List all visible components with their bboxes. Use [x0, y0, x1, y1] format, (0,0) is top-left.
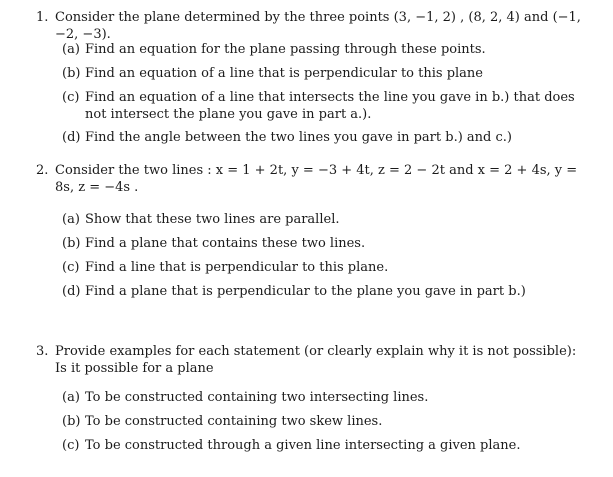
part-label: (b) — [62, 414, 81, 429]
problem-3-part-c — [62, 437, 582, 454]
part-label: (b) — [62, 66, 81, 81]
problem-1-heading — [36, 9, 586, 43]
part-text: To be constructed containing two skew lines. — [85, 414, 383, 429]
problem-1-part-d — [62, 129, 582, 146]
problem-3 — [36, 343, 586, 377]
problem-2-part-b — [62, 235, 582, 252]
part-label: (c) — [62, 90, 80, 105]
part-text: To be constructed through a given line intersecting a given plane. — [85, 438, 521, 453]
problem-1-number: 1. — [36, 10, 49, 25]
problem-2-number: 2. — [36, 163, 49, 178]
problem-1-stem: Consider the plane determined by the three points (3, −1, 2) , (8, 2, 4) and (−1, −2, −3). — [55, 10, 581, 42]
part-text: Show that these two lines are parallel. — [85, 212, 340, 227]
part-label: (b) — [62, 236, 81, 251]
part-text: Find an equation for the plane passing through these points. — [85, 42, 486, 57]
problem-1 — [36, 9, 586, 43]
problem-3-part-b — [62, 413, 582, 430]
part-text: Find a line that is perpendicular to this plane. — [85, 260, 389, 275]
problem-1-part-b — [62, 65, 582, 82]
part-text: Find an equation of a line that is perpendicular to this plane — [85, 66, 483, 81]
problem-1-part-c — [62, 89, 582, 123]
problem-2-part-d — [62, 283, 582, 300]
problem-2-part-a — [62, 211, 582, 228]
problem-2-part-c — [62, 259, 582, 276]
part-text: Find an equation of a line that intersects the line you gave in b.) that does not intersect the plane you gave in part a.). — [85, 90, 575, 122]
part-text: Find a plane that is perpendicular to the plane you gave in part b.) — [85, 284, 526, 299]
part-text: To be constructed containing two intersecting lines. — [85, 390, 429, 405]
part-label: (c) — [62, 438, 80, 453]
part-label: (c) — [62, 260, 80, 275]
part-label: (d) — [62, 130, 81, 145]
problem-1-part-a — [62, 41, 582, 58]
part-label: (a) — [62, 390, 80, 405]
problem-2 — [36, 162, 586, 196]
part-label: (d) — [62, 284, 81, 299]
problem-3-heading — [36, 343, 586, 377]
part-label: (a) — [62, 42, 80, 57]
problem-2-stem: Consider the two lines : x = 1 + 2t, y = −3 + 4t, z = 2 − 2t and x = 2 + 4s, y = 8s, z = −4s . — [55, 163, 578, 195]
problem-3-part-a — [62, 389, 582, 406]
part-text: Find a plane that contains these two lines. — [85, 236, 366, 251]
part-text: Find the angle between the two lines you gave in part b.) and c.) — [85, 130, 512, 145]
problem-3-number: 3. — [36, 344, 49, 359]
part-label: (a) — [62, 212, 80, 227]
problem-2-heading — [36, 162, 586, 196]
problem-3-stem: Provide examples for each statement (or clearly explain why it is not possible): Is it possible for a plane — [55, 344, 577, 376]
